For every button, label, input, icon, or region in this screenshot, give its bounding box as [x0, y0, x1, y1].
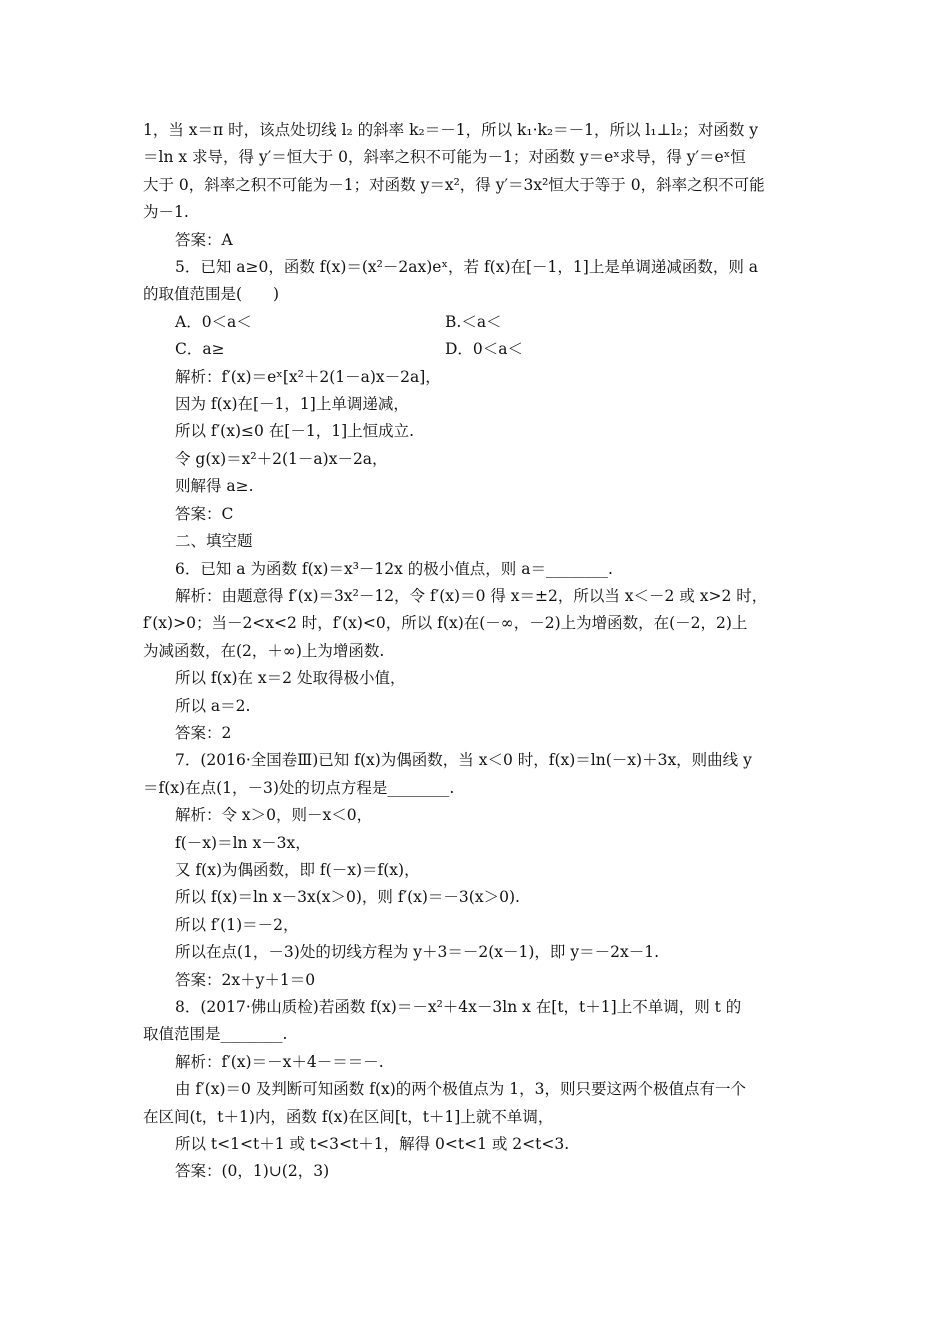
q6-stem: 6．已知 a 为函数 f(x)＝x³－12x 的极小值点，则 a＝________. [175, 559, 613, 578]
q5-option-b: B.＜a＜ [445, 312, 502, 331]
q5-option-a: A．0＜a＜ [175, 312, 252, 331]
q5-option-c: C．a≥ [175, 340, 225, 359]
q5-solution-line: 因为 f(x)在[－1，1]上单调递减， [175, 395, 409, 414]
q8-solution-line: 所以 t<1<t＋1 或 t<3<t＋1，解得 0<t<1 或 2<t<3. [175, 1135, 570, 1154]
q7-stem: ＝f(x)在点(1，－3)处的切点方程是________. [143, 778, 455, 797]
q7-solution-line: 解析：令 x＞0，则－x＜0， [175, 806, 373, 825]
q8-solution-line: 由 f′(x)＝0 及判断可知函数 f(x)的两个极值点为 1，3，则只要这两个极值点有一个 [175, 1080, 746, 1099]
q5-solution-line: 所以 f′(x)≤0 在[－1，1]上恒成立. [175, 422, 415, 441]
intro-line: 为－1. [143, 203, 189, 222]
q6-solution-line: 解析：由题意得 f′(x)＝3x²－12，令 f′(x)＝0 得 x＝±2，所以当 x＜－2 或 x>2 时， [175, 586, 768, 605]
q5-stem: 的取值范围是( ) [143, 285, 280, 304]
q5-options-row [143, 309, 809, 336]
q6-solution-line: f′(x)>0；当－2<x<2 时，f′(x)<0，所以 f(x)在(－∞，－2)上为增函数，在(－2，2)上 [143, 614, 748, 633]
q8-answer: 答案：(0，1)∪(2，3) [175, 1162, 330, 1181]
intro-line: ＝ln x 求导，得 y′＝恒大于 0，斜率之积不可能为－1；对函数 y＝eˣ求导，得 y′＝eˣ恒 [143, 148, 746, 167]
document-page [143, 117, 809, 1186]
q8-stem: 取值范围是________. [143, 1025, 288, 1044]
q7-answer: 答案：2x＋y＋1＝0 [175, 970, 316, 989]
intro-line: 1，当 x＝π 时，该点处切线 l₂ 的斜率 k₂＝－1，所以 k₁·k₂＝－1，所以 l₁⊥l₂；对函数 y [143, 121, 759, 139]
q8-stem: 8．(2017·佛山质检)若函数 f(x)＝－x²＋4x－3ln x 在[t，t＋1]上不单调，则 t 的 [175, 998, 742, 1016]
q5-option-d: D．0＜a＜ [445, 340, 524, 359]
q8-solution-line: 在区间(t，t＋1)内，函数 f(x)在区间[t，t＋1]上就不单调， [143, 1107, 554, 1126]
q8-solution-line: 解析：f′(x)＝－x＋4－＝＝－. [175, 1052, 384, 1071]
q5-solution-line: 解析：f′(x)＝eˣ[x²＋2(1－a)x－2a]， [175, 367, 441, 386]
q7-solution-line: 又 f(x)为偶函数，即 f(－x)＝f(x)， [175, 860, 420, 879]
q7-stem: 7．(2016·全国卷Ⅲ)已知 f(x)为偶函数，当 x＜0 时，f(x)＝ln(－x)＋3x，则曲线 y [175, 751, 752, 770]
q5-stem: 5．已知 a≥0，函数 f(x)＝(x²－2ax)eˣ，若 f(x)在[－1，1]上是单调递减函数，则 a [175, 258, 758, 277]
q5-solution-line: 则解得 a≥. [175, 477, 254, 496]
q7-solution-line: 所以 f′(1)＝－2， [175, 915, 299, 934]
q6-solution-line: 为减函数，在(2，＋∞)上为增函数. [143, 641, 385, 660]
answer-4: 答案：A [175, 230, 233, 249]
q5-options-row [143, 336, 809, 363]
q5-solution-line: 令 g(x)＝x²＋2(1－a)x－2a， [175, 449, 388, 468]
q6-answer: 答案：2 [175, 723, 232, 742]
q7-solution-line: 所以在点(1，－3)处的切线方程为 y＋3＝－2(x－1)，即 y＝－2x－1. [175, 943, 659, 962]
q5-answer: 答案：C [175, 504, 234, 523]
q6-solution-line: 所以 f(x)在 x＝2 处取得极小值， [175, 669, 406, 688]
q6-solution-line: 所以 a＝2. [175, 696, 251, 715]
q7-solution-line: 所以 f(x)＝ln x－3x(x＞0)，则 f′(x)＝－3(x＞0). [175, 888, 520, 907]
intro-line: 大于 0，斜率之积不可能为－1；对函数 y＝x²，得 y′＝3x²恒大于等于 0，斜率之积不可能 [143, 175, 765, 194]
section-heading: 二、填空题 [175, 532, 253, 551]
q7-solution-line: f(－x)＝ln x－3x， [175, 833, 311, 852]
